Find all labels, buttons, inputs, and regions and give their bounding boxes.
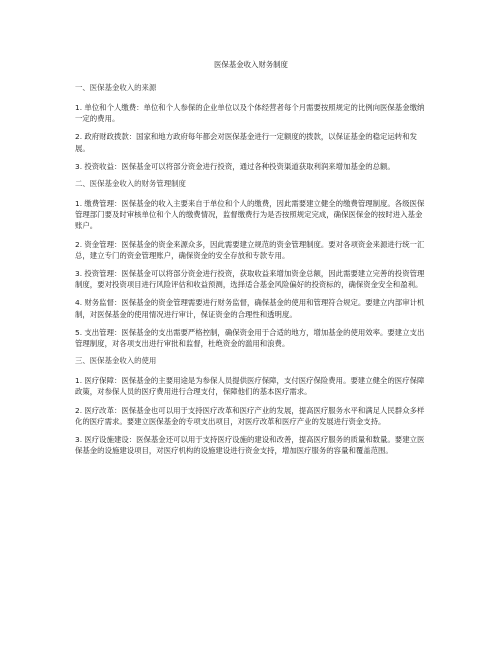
section-heading-usage: 三、医保基金收入的使用: [75, 356, 157, 366]
paragraph: 2. 政府财政拨款：国家和地方政府每年都会对医保基金进行一定额度的拨款，以保证基金的稳定运转和发展。: [75, 132, 417, 153]
paragraph: 1. 缴费管理：医保基金的收入主要来自于单位和个人的缴费，因此需要建立健全的缴费管理制度。各级医保管理部门要及时审核单位和个人的缴费情况，监督缴费行为是否按照规定完成，确保医保金的按时进入基金账户。: [75, 199, 425, 231]
paragraph: 2. 医疗改革：医保基金也可以用于支持医疗改革和医疗产业的发展，提高医疗服务水平和满足人民群众多样化的医疗需求。要建立医保基金的专项支出项目，对医疗改革和医疗产业的发展进行资金支持。: [75, 405, 425, 426]
section-heading-management: 二、医保基金收入的财务管理制度: [75, 179, 186, 189]
paragraph: 3. 投资收益：医保基金可以将部分资金进行投资，通过各种投资渠道获取利润来增加基金的总额。: [75, 161, 395, 171]
document-body: [75, 83, 427, 463]
section-heading-sources: 一、医保基金收入的来源: [75, 83, 157, 92]
paragraph: 2. 资金管理：医保基金的资金来源众多，因此需要建立规范的资金管理制度。要对各项资金来源进行统一汇总，建立专门的资金管理账户，确保资金的安全存放和专款专用。: [75, 239, 425, 260]
paragraph: 5. 支出管理：医保基金的支出需要严格控制，确保资金用于合适的地方，增加基金的使用效率。要建立支出管理制度，对各项支出进行审批和监督，杜绝资金的滥用和浪费。: [75, 327, 425, 349]
document-title: 医保基金收入财务制度: [214, 60, 288, 69]
paragraph: 1. 医疗保障：医保基金的主要用途是为参保人员提供医疗保障，支付医疗保险费用。要建立健全的医疗保障政策，对参保人员的医疗费用进行合理支付，保障他们的基本医疗需求。: [75, 376, 425, 397]
paragraph: 3. 医疗设施建设：医保基金还可以用于支持医疗设施的建设和改善，提高医疗服务的质量和数量。要建立医保基金的设施建设项目，对医疗机构的设施建设进行资金支持，增加医疗服务的容量和覆盖范围。: [75, 435, 425, 456]
paragraph: 3. 投资管理：医保基金可以将部分资金进行投资，获取收益来增加资金总额，因此需要建立完善的投资管理制度，要对投资项目进行风险评估和收益预测，选择适合基金风险偏好的投资标的，确保资金安全和盈利。: [75, 269, 425, 290]
paragraph: 1. 单位和个人缴费：单位和个人参保的企业单位以及个体经营者每个月需要按照规定的比例向医保基金缴纳一定的费用。: [75, 103, 425, 124]
paragraph: 4. 财务监督：医保基金的资金管理需要进行财务监督，确保基金的使用和管理符合规定。要建立内部审计机制，对医保基金的使用情况进行审计，保证资金的合理性和透明度。: [75, 298, 425, 319]
